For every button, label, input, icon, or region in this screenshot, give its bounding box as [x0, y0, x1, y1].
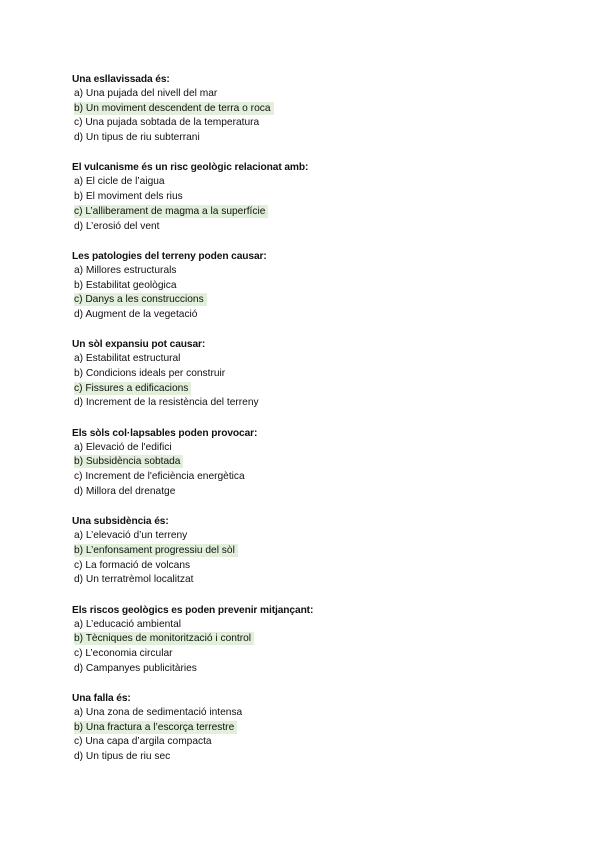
question-title: Un sòl expansiu pot causar: — [72, 339, 206, 351]
answer-option — [72, 485, 532, 500]
answer-option — [72, 308, 532, 323]
question-block — [72, 160, 532, 248]
question-spacer — [72, 323, 532, 338]
answer-text: b) L’enfonsament progressiu del sòl — [74, 544, 238, 557]
answer-option — [72, 441, 532, 456]
question-title: Les patologies del terreny poden causar: — [72, 250, 267, 262]
answer-option — [72, 662, 532, 677]
answer-option-correct — [72, 382, 532, 397]
answer-text: b) Tècniques de monitorització i control — [74, 632, 254, 645]
answer-option — [72, 573, 532, 588]
answer-option — [72, 706, 532, 721]
answer-option — [72, 264, 532, 279]
question-spacer — [72, 588, 532, 603]
answer-option — [72, 190, 532, 205]
answer-text: d) Increment de la resistència del terreny — [74, 397, 259, 409]
answer-text: a) El cicle de l’aigua — [74, 176, 165, 188]
question-block — [72, 337, 532, 425]
answer-text: c) L’economia circular — [74, 648, 173, 659]
answer-text: c) Una pujada sobtada de la temperatura — [74, 117, 260, 129]
answer-option — [72, 220, 532, 235]
question-spacer — [72, 234, 532, 249]
answer-option-correct — [72, 632, 532, 647]
answer-option — [72, 367, 532, 382]
question-block — [72, 603, 532, 691]
answer-text: b) El moviment dels rius — [74, 191, 183, 203]
question-title: Una esllavissada és: — [72, 74, 170, 85]
answer-option — [72, 279, 532, 294]
question-block — [72, 514, 532, 602]
answer-option — [72, 647, 532, 662]
answer-text: b) Un moviment descendent de terra o roca — [74, 102, 274, 115]
answer-text: a) Estabilitat estructural — [74, 353, 181, 365]
answer-text: c) Una capa d’argila compacta — [74, 736, 212, 748]
question-spacer — [72, 411, 532, 426]
question-spacer — [72, 500, 532, 515]
question-block — [72, 72, 532, 160]
answer-text: c) La formació de volcans — [74, 559, 191, 571]
answer-text: a) Elevació de l'edifici — [74, 441, 172, 453]
answer-option-correct — [72, 544, 532, 559]
question-spacer — [72, 146, 532, 161]
answer-text: a) Una pujada del nivell del mar — [74, 88, 218, 99]
answer-text: b) Una fractura a l’escorça terrestre — [74, 721, 237, 734]
answer-text: d) Un tipus de riu subterrani — [74, 132, 200, 144]
answer-text: b) Estabilitat geològica — [74, 279, 177, 291]
answer-text: d) Un terratrèmol localitzat — [74, 574, 194, 586]
answer-option-correct — [72, 293, 532, 308]
question-title: Els sòls col·lapsables poden provocar: — [72, 427, 258, 439]
answer-option-correct — [72, 102, 532, 117]
question-block — [72, 249, 532, 337]
answer-text: d) Campanyes publicitàries — [74, 662, 197, 674]
answer-text: c) Increment de l'eficiència energètica — [74, 471, 245, 483]
answer-text: b) Subsidència sobtada — [74, 455, 183, 468]
answer-text: c) L’alliberament de magma a la superfície — [74, 205, 268, 218]
answer-text: d) Millora del drenatge — [74, 485, 176, 497]
answer-option-correct — [72, 721, 532, 736]
question-spacer — [72, 676, 532, 691]
answer-option-correct — [72, 455, 532, 470]
answer-option — [72, 116, 532, 131]
answer-text: d) Augment de la vegetació — [74, 308, 198, 320]
answer-option — [72, 131, 532, 146]
answer-text: a) L’educació ambiental — [74, 618, 182, 630]
answer-option — [72, 352, 532, 367]
question-block — [72, 691, 532, 765]
answer-text: d) L’erosió del vent — [74, 220, 160, 232]
answer-option — [72, 618, 532, 633]
question-list — [72, 72, 532, 765]
answer-text: a) L’elevació d’un terreny — [74, 530, 188, 542]
answer-option — [72, 470, 532, 485]
answer-option — [72, 529, 532, 544]
answer-option — [72, 87, 532, 102]
question-block — [72, 426, 532, 514]
answer-option — [72, 735, 532, 750]
answer-text: a) Millores estructurals — [74, 264, 177, 276]
answer-text: a) Una zona de sedimentació intensa — [74, 707, 243, 719]
answer-option — [72, 396, 532, 411]
question-title: Una falla és: — [72, 693, 131, 705]
answer-option-correct — [72, 205, 532, 220]
answer-option — [72, 175, 532, 190]
answer-text: c) Fissures a edificacions — [74, 382, 191, 395]
question-title: Els riscos geològics es poden prevenir mitjançant: — [72, 604, 314, 616]
question-title: El vulcanisme és un risc geològic relacionat amb: — [72, 162, 309, 174]
answer-option — [72, 559, 532, 574]
answer-text: b) Condicions ideals per construir — [74, 368, 226, 379]
question-title: Una subsidència és: — [72, 516, 169, 528]
answer-option — [72, 750, 532, 765]
answer-text: c) Danys a les construccions — [74, 293, 207, 306]
answer-text: d) Un tipus de riu sec — [74, 751, 171, 763]
